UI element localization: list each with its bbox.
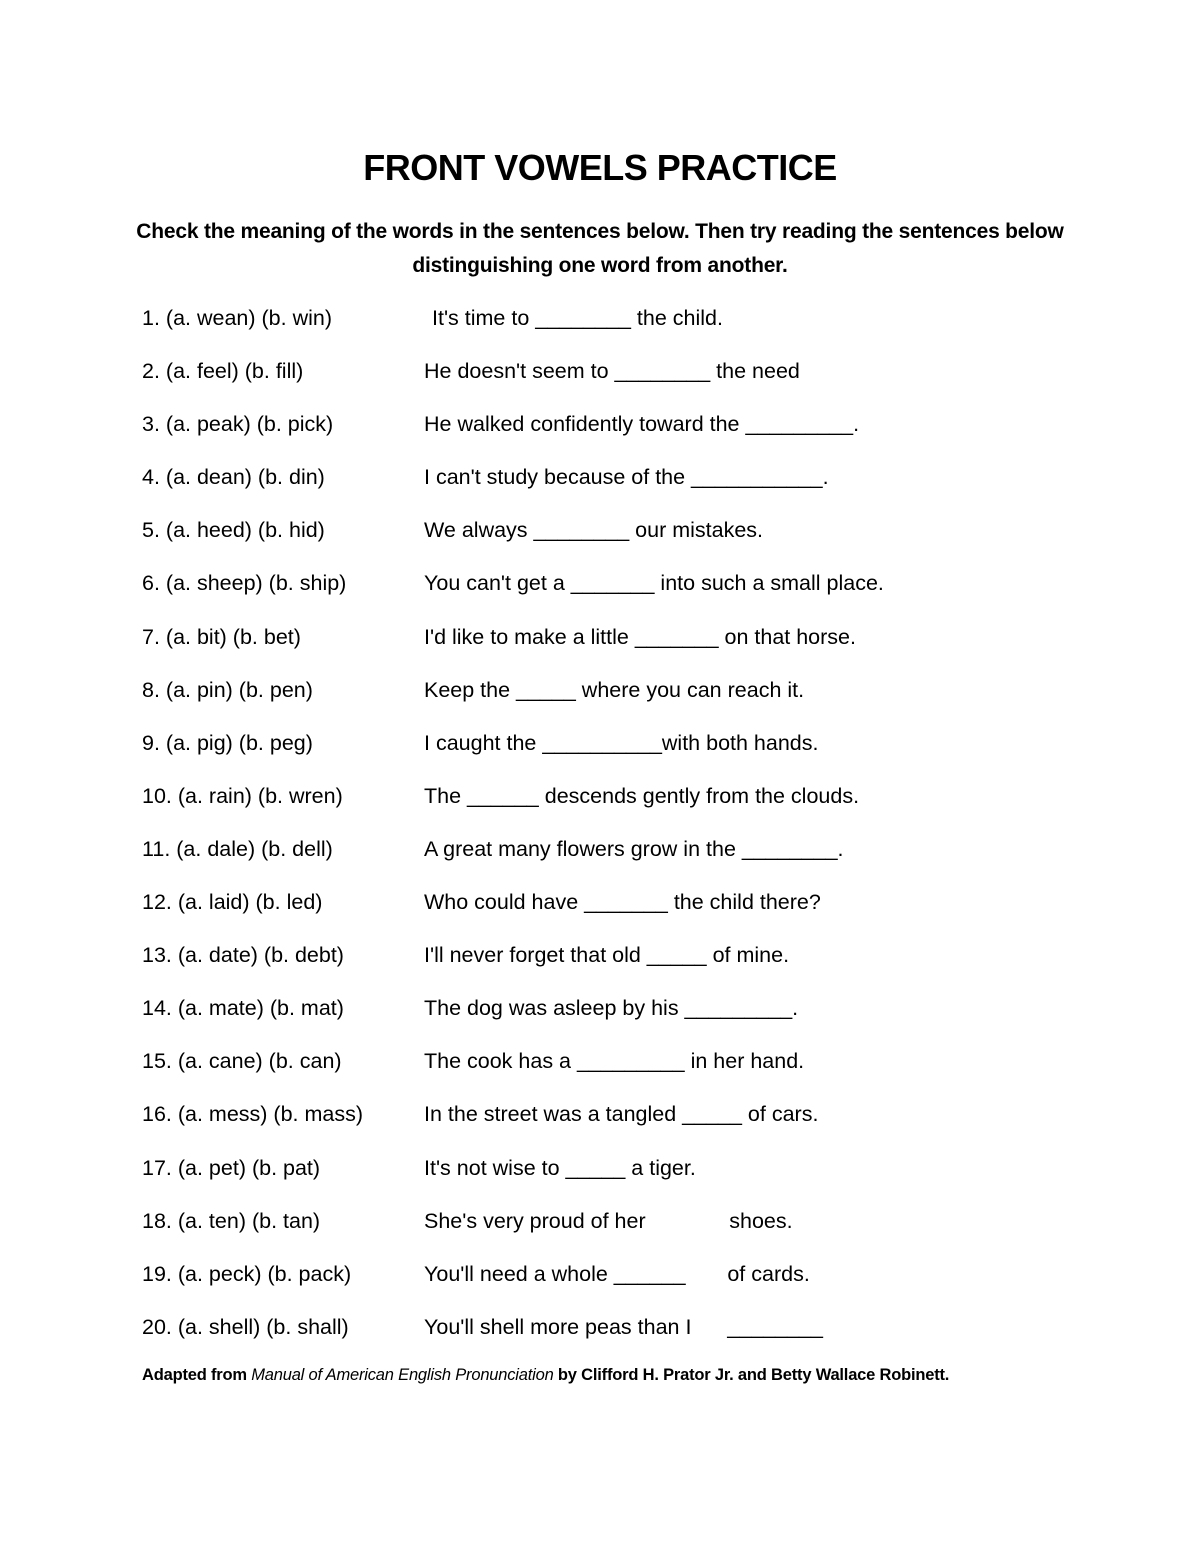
sentence: You'll need a whole ______ of cards. <box>424 1261 810 1286</box>
exercise-item <box>142 1096 1082 1149</box>
page-title: FRONT VOWELS PRACTICE <box>363 147 837 188</box>
sentence: I'll never forget that old _____ of mine. <box>424 943 790 968</box>
sentence: In the street was a tangled _____ of cars. <box>424 1102 819 1127</box>
word-options: 11. (a. dale) (b. dell) <box>142 836 333 861</box>
word-options: 4. (a. dean) (b. din) <box>142 465 325 490</box>
sentence: I caught the __________with both hands. <box>424 730 819 755</box>
exercise-item <box>142 990 1082 1043</box>
word-options: 5. (a. heed) (b. hid) <box>142 518 325 543</box>
exercise-item <box>142 1043 1082 1096</box>
exercise-item <box>142 1309 1082 1362</box>
word-options: 17. (a. pet) (b. pat) <box>142 1155 321 1180</box>
sentence: I'd like to make a little _______ on that horse. <box>424 624 856 649</box>
exercise-item <box>142 725 1082 778</box>
sentence: He walked confidently toward the _________. <box>424 412 860 437</box>
sentence: He doesn't seem to ________ the need <box>424 359 800 384</box>
sentence: It's time to ________ the child. <box>432 306 723 330</box>
word-options: 7. (a. bit) (b. bet) <box>142 624 301 649</box>
exercise-item <box>142 619 1082 672</box>
word-options: 20. (a. shell) (b. shall) <box>142 1314 349 1339</box>
credit-suffix: by Clifford H. Prator Jr. and Betty Wallace Robinett. <box>553 1366 950 1384</box>
word-options: 12. (a. laid) (b. led) <box>142 890 323 915</box>
credit-prefix: Adapted from <box>142 1366 252 1384</box>
exercise-item <box>142 353 1082 406</box>
exercise-item <box>142 831 1082 884</box>
sentence: The cook has a _________ in her hand. <box>424 1049 805 1074</box>
exercise-item <box>142 884 1082 937</box>
source-credit <box>142 1362 949 1388</box>
exercise-item <box>142 1203 1082 1256</box>
exercise-item <box>142 937 1082 990</box>
sentence: I can't study because of the ___________. <box>424 465 829 490</box>
word-options: 8. (a. pin) (b. pen) <box>142 677 313 702</box>
word-options: 13. (a. date) (b. debt) <box>142 943 344 968</box>
word-options: 15. (a. cane) (b. can) <box>142 1049 342 1074</box>
sentence: You'll shell more peas than I ________ <box>424 1314 823 1339</box>
exercise-item <box>142 512 1082 565</box>
sentence: It's not wise to _____ a tiger. <box>424 1155 696 1180</box>
sentence: The dog was asleep by his _________. <box>424 996 799 1021</box>
credit-book-title: Manual of American English Pronunciation <box>251 1366 554 1384</box>
exercise-item <box>142 1150 1082 1203</box>
word-options: 9. (a. pig) (b. peg) <box>142 730 313 755</box>
sentence: She's very proud of her shoes. <box>424 1208 793 1233</box>
word-options: 14. (a. mate) (b. mat) <box>142 996 344 1021</box>
sentence: The ______ descends gently from the clouds. <box>424 783 860 808</box>
exercise-item <box>142 300 1082 353</box>
sentence: Keep the _____ where you can reach it. <box>424 677 805 702</box>
exercise-item <box>142 1256 1082 1309</box>
exercise-item <box>142 672 1082 725</box>
word-options: 19. (a. peck) (b. pack) <box>142 1261 352 1286</box>
word-options: 10. (a. rain) (b. wren) <box>142 783 343 808</box>
exercise-item <box>142 459 1082 512</box>
exercise-item <box>142 778 1082 831</box>
sentence: We always ________ our mistakes. <box>424 518 764 543</box>
exercise-list <box>142 300 1082 1362</box>
word-options: 18. (a. ten) (b. tan) <box>142 1208 321 1233</box>
instructions: Check the meaning of the words in the sentences below. Then try reading the sentences below distinguishing one word from another. <box>136 220 1064 277</box>
sentence: Who could have _______ the child there? <box>424 890 821 915</box>
exercise-item <box>142 565 1082 618</box>
exercise-item <box>142 406 1082 459</box>
word-options: 1. (a. wean) (b. win) <box>142 306 332 330</box>
word-options: 3. (a. peak) (b. pick) <box>142 412 334 437</box>
word-options: 6. (a. sheep) (b. ship) <box>142 571 347 596</box>
word-options: 16. (a. mess) (b. mass) <box>142 1102 364 1127</box>
sentence: A great many flowers grow in the ________. <box>424 836 844 861</box>
word-options: 2. (a. feel) (b. fill) <box>142 359 304 384</box>
sentence: You can't get a _______ into such a small place. <box>424 571 884 596</box>
